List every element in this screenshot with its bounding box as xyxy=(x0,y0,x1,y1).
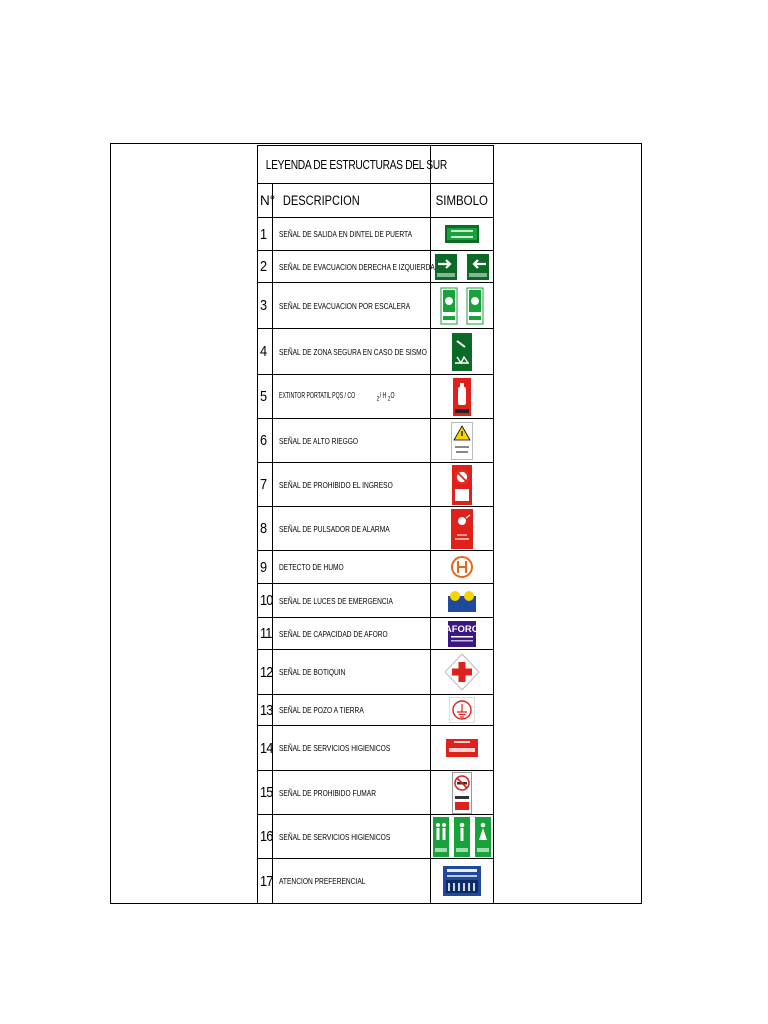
title-row xyxy=(258,146,494,184)
no-entry-icon xyxy=(431,465,493,505)
legend-row xyxy=(258,618,494,650)
row-symbol-cell xyxy=(430,218,493,251)
description-part: 2 xyxy=(376,396,380,403)
legend-row xyxy=(258,419,494,463)
high-risk-icon xyxy=(431,422,493,460)
row-number-cell xyxy=(258,419,273,463)
row-description-cell xyxy=(273,815,431,859)
row-number-cell xyxy=(258,771,273,815)
row-description: SEÑAL DE PROHIBIDO FUMAR xyxy=(279,787,377,798)
row-number-cell xyxy=(258,726,273,771)
legend-row xyxy=(258,695,494,726)
row-number-cell xyxy=(258,859,273,904)
row-number: 15 xyxy=(260,784,273,801)
row-number-cell xyxy=(258,251,273,283)
row-description-cell xyxy=(273,650,431,695)
legend-row xyxy=(258,650,494,695)
description-part: O xyxy=(390,390,395,401)
row-number: 12 xyxy=(260,663,273,681)
row-description: SEÑAL DE CAPACIDAD DE AFORO xyxy=(279,628,388,639)
row-description: SEÑAL DE PULSADOR DE ALARMA xyxy=(279,523,390,534)
earthquake-safe-zone-icon xyxy=(431,333,493,371)
row-number: 5 xyxy=(260,388,267,405)
row-description-cell xyxy=(273,584,431,618)
row-number: 10 xyxy=(260,592,273,609)
row-description-cell xyxy=(273,551,431,584)
row-number-cell xyxy=(258,507,273,551)
row-description: ATENCION PREFERENCIAL xyxy=(279,876,366,886)
row-symbol-cell xyxy=(430,463,493,507)
row-description-cell xyxy=(273,283,431,329)
description-part: EXTINTOR PORTATIL PQS / CO xyxy=(279,390,356,401)
row-symbol-cell xyxy=(430,726,493,771)
row-description: SEÑAL DE BOTIQUIN xyxy=(279,667,346,677)
row-description-cell xyxy=(273,329,431,375)
header-description: DESCRIPCION xyxy=(282,193,360,208)
row-number-cell xyxy=(258,463,273,507)
stair-evacuation-icon xyxy=(431,287,493,325)
row-symbol-cell xyxy=(430,695,493,726)
row-number-cell xyxy=(258,618,273,650)
description-part: / H xyxy=(379,390,386,401)
row-number: 11 xyxy=(260,625,272,642)
row-symbol-cell xyxy=(430,584,493,618)
preferential-attention-icon xyxy=(431,866,493,896)
row-number: 14 xyxy=(260,739,273,757)
row-number: 7 xyxy=(260,476,267,493)
row-number-cell xyxy=(258,283,273,329)
row-description: SEÑAL DE PROHIBIDO EL INGRESO xyxy=(279,479,393,490)
legend-title: LEYENDA DE ESTRUCTURAS DEL SUR xyxy=(258,146,400,184)
row-symbol-cell xyxy=(430,283,493,329)
row-description-cell xyxy=(273,618,431,650)
row-description-cell xyxy=(273,375,431,419)
legend-row xyxy=(258,507,494,551)
row-description-cell xyxy=(273,507,431,551)
row-symbol-cell xyxy=(430,771,493,815)
legend-table xyxy=(257,145,494,904)
row-number-cell xyxy=(258,815,273,859)
capacity-sign-text: AFORO xyxy=(444,623,480,635)
no-smoking-icon xyxy=(431,772,493,814)
row-description-cell xyxy=(273,218,431,251)
row-number: 8 xyxy=(260,520,267,537)
row-symbol-cell xyxy=(430,419,493,463)
evacuation-arrows-icon xyxy=(431,254,493,280)
capacity-sign-icon xyxy=(431,621,493,647)
row-description: SEÑAL DE LUCES DE EMERGENCIA xyxy=(279,595,394,606)
row-symbol-cell xyxy=(430,859,493,904)
alarm-button-icon xyxy=(431,509,493,549)
header-symbol-cell xyxy=(430,184,493,218)
row-symbol-cell xyxy=(430,251,493,283)
description-part: 2 xyxy=(387,396,391,403)
row-symbol-cell xyxy=(430,815,493,859)
row-description: SEÑAL DE ZONA SEGURA EN CASO DE SISMO xyxy=(279,346,427,357)
row-number: 2 xyxy=(260,258,267,275)
row-description-cell xyxy=(273,726,431,771)
row-number-cell xyxy=(258,329,273,375)
row-description: SEÑAL DE SERVICIOS HIGIENICOS xyxy=(279,743,391,753)
row-number: 13 xyxy=(260,701,273,719)
row-number: 3 xyxy=(260,297,267,314)
legend-row xyxy=(258,375,494,419)
restroom-green-signs-icon xyxy=(431,817,493,857)
row-symbol-cell xyxy=(430,375,493,419)
legend-row xyxy=(258,859,494,904)
legend-row xyxy=(258,283,494,329)
row-number: 16 xyxy=(260,828,273,845)
row-number-cell xyxy=(258,218,273,251)
header-number: N° xyxy=(258,184,273,218)
row-number-cell xyxy=(258,695,273,726)
row-description-cell xyxy=(273,463,431,507)
fire-extinguisher-icon xyxy=(431,378,493,416)
row-number-cell xyxy=(258,551,273,584)
row-description: SEÑAL DE SALIDA EN DINTEL DE PUERTA xyxy=(279,229,413,239)
row-symbol-cell xyxy=(430,329,493,375)
row-description-cell xyxy=(273,695,431,726)
row-symbol-cell xyxy=(430,551,493,584)
row-description: SEÑAL DE POZO A TIERRA xyxy=(279,705,364,715)
first-aid-icon xyxy=(431,653,493,691)
row-number: 17 xyxy=(260,872,273,890)
row-symbol-cell xyxy=(430,507,493,551)
row-description: SEÑAL DE ALTO RIEGGO xyxy=(279,435,359,446)
header-row xyxy=(258,184,494,218)
legend-row xyxy=(258,584,494,618)
row-number-cell xyxy=(258,650,273,695)
row-description xyxy=(279,390,396,403)
legend-row xyxy=(258,251,494,283)
smoke-detector-icon xyxy=(431,554,493,580)
legend-row xyxy=(258,218,494,251)
row-description-cell xyxy=(273,859,431,904)
row-number-cell xyxy=(258,584,273,618)
legend-row xyxy=(258,551,494,584)
header-symbol: SIMBOLO xyxy=(435,193,488,208)
row-number-cell xyxy=(258,375,273,419)
row-symbol-cell xyxy=(430,618,493,650)
row-description-cell xyxy=(273,771,431,815)
row-description: SEÑAL DE EVACUACION DERECHA E IZQUIERDA xyxy=(279,261,435,272)
row-number: 4 xyxy=(260,343,267,360)
row-description: SEÑAL DE SERVICIOS HIGIENICOS xyxy=(279,831,391,842)
exit-sign-icon xyxy=(431,225,493,243)
restroom-red-sign-icon xyxy=(431,739,493,757)
legend-row xyxy=(258,815,494,859)
legend-row xyxy=(258,463,494,507)
emergency-lights-icon xyxy=(431,590,493,612)
row-number: 6 xyxy=(260,432,267,449)
legend-row xyxy=(258,329,494,375)
row-number: 9 xyxy=(260,558,267,576)
row-symbol-cell xyxy=(430,650,493,695)
ground-well-icon xyxy=(431,697,493,723)
row-description-cell xyxy=(273,251,435,283)
legend-row xyxy=(258,771,494,815)
row-description-cell xyxy=(273,419,431,463)
header-description-cell xyxy=(273,184,431,218)
row-number: 1 xyxy=(260,225,267,243)
row-description: SEÑAL DE EVACUACION POR ESCALERA xyxy=(279,300,411,311)
legend-row xyxy=(258,726,494,771)
row-description: DETECTO DE HUMO xyxy=(279,562,344,572)
